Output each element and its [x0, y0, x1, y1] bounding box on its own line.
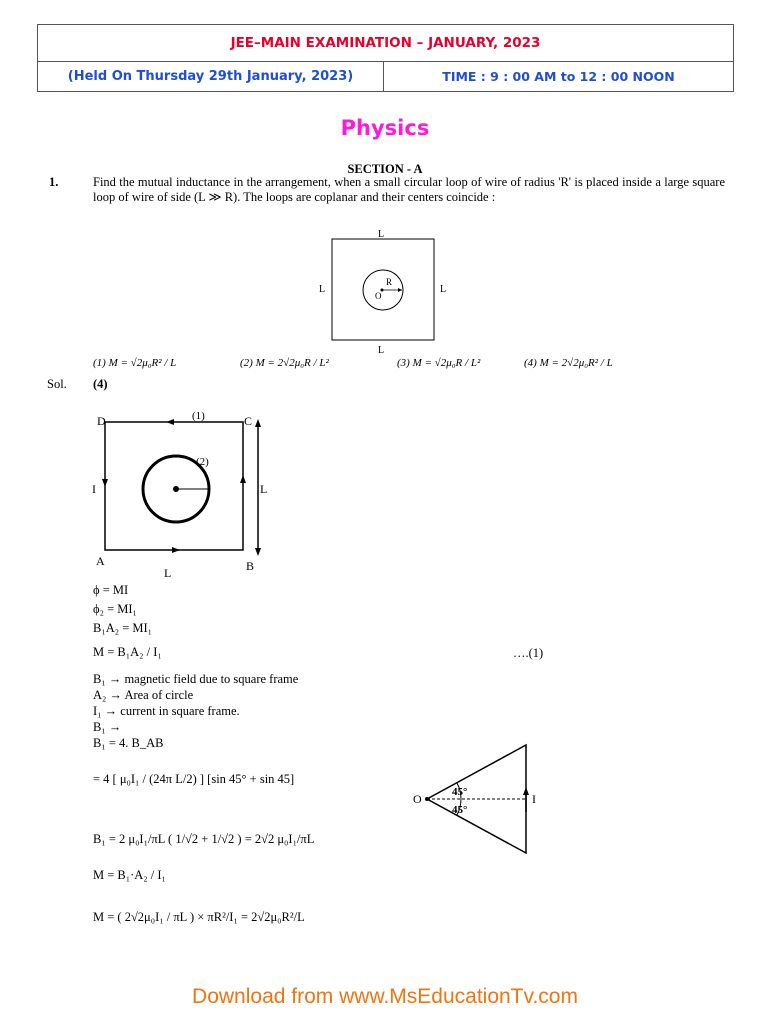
label-side-right: L [260, 482, 268, 496]
triangle [427, 745, 526, 853]
label-loop2: (2) [196, 456, 209, 468]
square-frame [105, 422, 243, 550]
sol-line-13: M = ( 2√2μ₀I₁ / πL ) × πR²/I₁ = 2√2μ₀R²/L [93, 910, 305, 924]
subject-title: Physics [340, 116, 430, 140]
arrow-right-icon [240, 475, 246, 483]
option-2: (2) M = 2√2μ₀R / L² [240, 357, 329, 369]
corner-b: B [246, 559, 255, 573]
sol-line-5: B₁ → magnetic field due to square frame [93, 672, 299, 686]
sol-line-4: M = B₁A₂ / I₁ [93, 645, 162, 659]
fig-label-top: L [378, 229, 385, 240]
tri-angle-top: 45° [452, 786, 468, 798]
exam-time: TIME : 9 : 00 AM to 12 : 00 NOON [442, 69, 675, 84]
label-loop1: (1) [192, 410, 205, 422]
triangle-figure [410, 740, 550, 862]
held-on-date: (Held On Thursday 29th January, 2023) [38, 61, 384, 92]
sol-line-1: ϕ = MI [93, 583, 129, 597]
sol-line-8: B₁ → [93, 720, 122, 734]
solution-figure [88, 405, 278, 585]
arrow-left-icon [102, 479, 108, 487]
question-number: 1. [49, 175, 59, 189]
option-1: (1) M = √2μ₀R² / L [93, 357, 177, 369]
sol-line-12: M = B₁·A₂ / I₁ [93, 868, 166, 882]
download-footer[interactable]: Download from www.MsEducationTv.com [192, 985, 578, 1008]
solution-answer: (4) [93, 377, 108, 391]
current-arrow-icon [523, 787, 529, 795]
arrow-bottom-icon [172, 547, 180, 553]
sol-line-6: A₂ → Area of circle [93, 688, 194, 702]
solution-label: Sol. [47, 377, 67, 391]
tri-label-o: O [413, 792, 422, 806]
corner-d: D [97, 414, 106, 428]
option-4: (4) M = 2√2μ₀R² / L [524, 357, 613, 369]
equation-ref: ….(1) [513, 646, 544, 660]
tri-angle-bottom: 45° [452, 804, 468, 816]
fig-label-radius: R [386, 277, 393, 287]
fig-label-right: L [440, 284, 447, 295]
sol-line-3: B₁A₂ = MI₁ [93, 621, 153, 635]
fig-label-bottom: L [378, 345, 385, 355]
question-figure [310, 225, 460, 355]
tri-label-i: I [532, 792, 536, 806]
exam-header [37, 24, 734, 92]
fig-label-center: O [375, 291, 382, 301]
sol-line-2: ϕ₂ = MI₁ [93, 602, 137, 616]
label-current: I [92, 482, 96, 496]
sol-line-10: = 4 [ μ₀I₁ / (24π L/2) ] [sin 45° + sin 45] [93, 772, 295, 786]
exam-title: JEE–MAIN EXAMINATION – JANUARY, 2023 [38, 25, 733, 62]
option-3: (3) M = √2μ₀R / L² [397, 357, 481, 369]
label-side-bottom: L [164, 566, 172, 580]
section-heading: SECTION - A [347, 162, 423, 176]
corner-a: A [96, 554, 105, 568]
sol-line-9: B₁ = 4. B_AB [93, 736, 164, 750]
fig-label-left: L [319, 284, 326, 295]
sol-line-7: I₁ → current in square frame. [93, 704, 240, 718]
arrow-top-icon [166, 419, 174, 425]
sol-line-11: B₁ = 2 μ₀I₁/πL ( 1/√2 + 1/√2 ) = 2√2 μ₀I₁/πL [93, 832, 315, 846]
question-text: Find the mutual inductance in the arrangement, when a small circular loop of wire of radius 'R' is placed inside a large square loop of wire of side (L ≫ R). The loops are coplanar and their centers coincide : [93, 175, 725, 204]
corner-c: C [244, 414, 253, 428]
